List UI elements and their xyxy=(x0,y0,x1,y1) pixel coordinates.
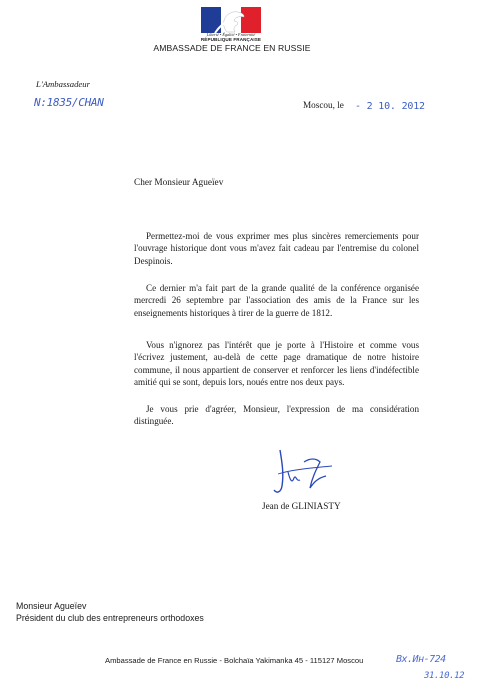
marianne-logo xyxy=(201,7,261,33)
recipient-title: Président du club des entrepreneurs orthodoxes xyxy=(16,613,204,623)
footer-address: Ambassade de France en Russie - Bolchaïa Yakimanka 45 - 115127 Moscou xyxy=(105,656,364,665)
registration-note-date: 31.10.12 xyxy=(424,671,465,681)
logo-motto: Liberté • Égalité • Fraternité xyxy=(206,32,256,37)
handwritten-signature xyxy=(270,448,340,498)
paragraph-4: Je vous prie d'agréer, Monsieur, l'expression de ma considération distinguée. xyxy=(134,404,419,427)
logo-republic-text: RÉPUBLIQUE FRANÇAISE xyxy=(200,37,262,42)
paragraph-1: Permettez-moi de vous exprimer mes plus sincères remerciements pour l'ouvrage historique dont vous m'avez fait cadeau par l'entremise du colonel Despinois. xyxy=(134,231,419,266)
paragraph-2: Ce dernier m'a fait part de la grande qualité de la conférence organisée mercredi 26 septembre par l'association des amis de la France sur les enseignements historiques à tirer de la guerre de 1812. xyxy=(134,283,419,318)
embassy-title: AMBASSADE DE FRANCE EN RUSSIE xyxy=(153,43,311,53)
recipient-name: Monsieur Agueïev xyxy=(16,601,87,611)
salutation: Cher Monsieur Agueïev xyxy=(134,178,224,188)
signatory-name: Jean de GLINIASTY xyxy=(262,501,341,511)
date-label: Moscou, le xyxy=(303,100,344,110)
registration-note-number: Bx.Ин-724 xyxy=(396,654,446,665)
reference-number: N:1835/CHAN xyxy=(34,96,104,109)
paragraph-3: Vous n'ignorez pas l'intérêt que je porte à l'Histoire et comme vous l'écrivez justement, au-delà de cette page dramatique de notre histoire commune, il nous appartient de conserver et renforcer les liens d'indéfectible amitié qui se sont, depuis lors, noués entre nos deux pays. xyxy=(134,340,419,388)
sender-role: L'Ambassadeur xyxy=(36,79,90,89)
date-value: - 2 10. 2012 xyxy=(355,101,425,112)
